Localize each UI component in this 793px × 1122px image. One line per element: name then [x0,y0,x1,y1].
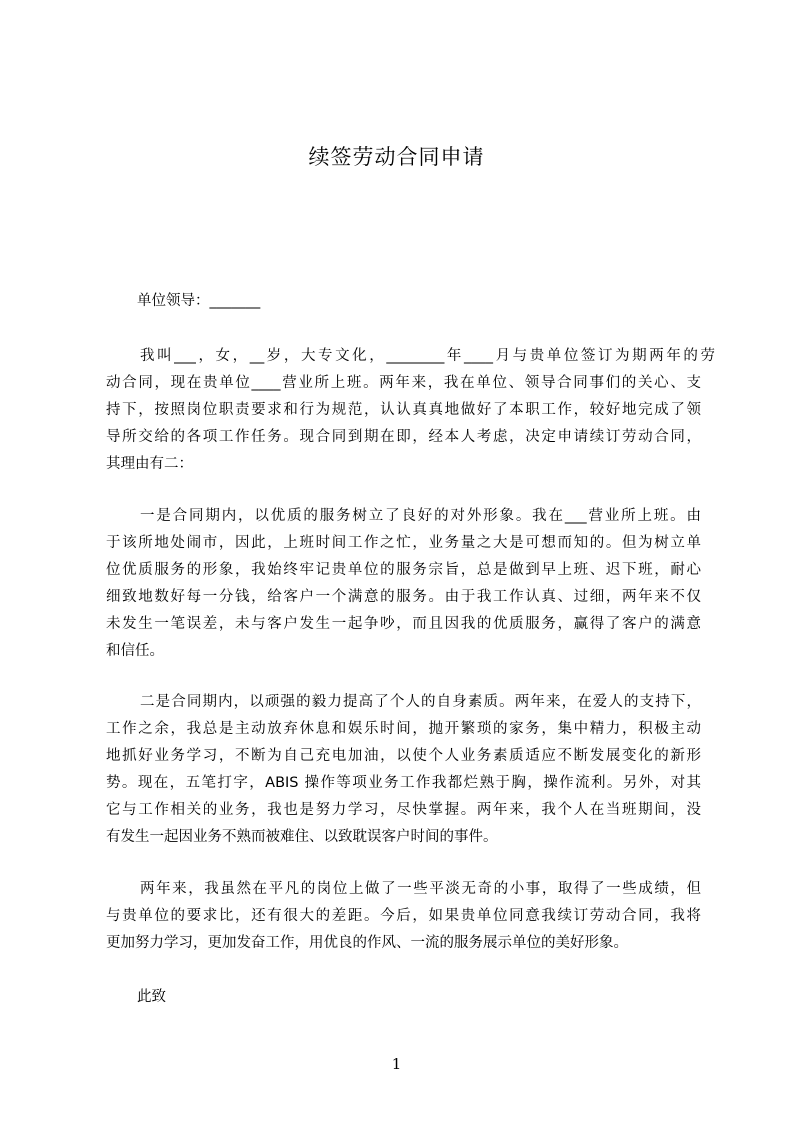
closing-text: 此致 [137,989,166,1005]
paragraph-3-line: 势。现在，五笔打字，ABIS 操作等项业务工作我都烂熟于胸，操作流利。另外，对其 [106,775,701,791]
page-number: 1 [391,1055,402,1073]
paragraph-3-line: 二是合同期内，以顽强的毅力提高了个人的自身素质。两年来，在爱人的支持下， [140,694,701,710]
paragraph-4-line: 两年来，我虽然在平凡的岗位上做了一些平淡无奇的小事，取得了一些成绩，但 [140,881,701,897]
paragraph-3-line: 有发生一起因业务不熟而被难住、以致耽误客户时间的事件。 [106,829,498,845]
paragraph-2-line: 细致地数好每一分钱，给客户一个满意的服务。由于我工作认真、过细，两年来不仅 [106,589,701,605]
paragraph-3-line: 地抓好业务学习，不断为自己充电加油，以使个人业务素质适应不断发展变化的新形 [106,748,701,764]
paragraph-3-line: 它与工作相关的业务，我也是努力学习，尽快掌握。两年来，我个人在当班期间，没 [106,802,701,818]
document-title: 续签劳动合同申请 [308,145,485,169]
paragraph-1-line: 其理由有二： [106,456,193,472]
paragraph-2-line: 一是合同期内，以优质的服务树立了良好的对外形象。我在___营业所上班。由 [140,508,701,524]
salutation: 单位领导：_______ [137,293,261,309]
paragraph-2-line: 位优质服务的形象，我始终牢记贵单位的服务宗旨，总是做到早上班、迟下班，耐心 [106,562,701,578]
paragraph-2-line: 和信任。 [106,643,164,659]
paragraph-1-line: 持下，按照岗位职责要求和行为规范，认认真真地做好了本职工作，较好地完成了领 [106,402,701,418]
paragraph-1-line: 动合同，现在贵单位____营业所上班。两年来，我在单位、领导合同事们的关心、支 [106,375,701,391]
paragraph-4-line: 与贵单位的要求比，还有很大的差距。今后，如果贵单位同意我续订劳动合同，我将 [106,908,701,924]
paragraph-2-line: 未发生一笔误差，未与客户发生一起争吵，而且因我的优质服务，赢得了客户的满意 [106,616,701,632]
paragraph-4-line: 更加努力学习，更加发奋工作，用优良的作风、一流的服务展示单位的美好形象。 [106,935,628,951]
paragraph-1-line: 导所交给的各项工作任务。现合同到期在即，经本人考虑，决定申请续订劳动合同， [106,429,701,445]
paragraph-3-line: 工作之余，我总是主动放弃休息和娱乐时间，抛开繁琐的家务，集中精力，积极主动 [106,721,701,737]
paragraph-1-line: 我叫___，女，__岁，大专文化，________年____月与贵单位签订为期两年的劳 [140,348,715,364]
paragraph-2-line: 于该所地处闹市，因此，上班时间工作之忙，业务量之大是可想而知的。但为树立单 [106,535,701,551]
